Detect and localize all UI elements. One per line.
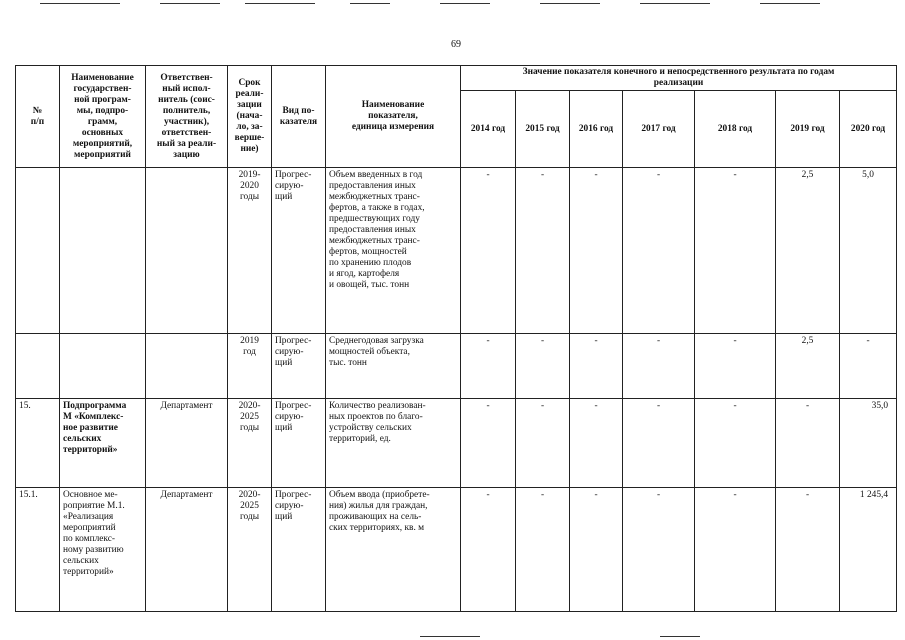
- cell-value: -: [516, 168, 570, 334]
- cell-program: Подпрограмма М «Комплекс- ное развитие сельских территорий»: [60, 399, 146, 488]
- page-number: 69: [451, 39, 461, 50]
- header-responsible: Ответствен- ный испол- нитель (соис- полнитель, участник), ответствен- ный за реали- зацию: [146, 66, 228, 168]
- cell-value: -: [623, 488, 695, 612]
- scan-artifact-top: [760, 3, 820, 4]
- cell-value: -: [516, 399, 570, 488]
- header-year: 2020 год: [840, 91, 897, 168]
- cell-value: -: [623, 168, 695, 334]
- scan-artifact-top: [245, 3, 315, 4]
- scan-artifact-bottom: [420, 636, 480, 637]
- cell-kind: Прогрес- сирую- щий: [272, 168, 326, 334]
- scan-artifact-bottom: [660, 636, 700, 637]
- cell-responsible: [146, 334, 228, 399]
- cell-no: 15.: [16, 399, 60, 488]
- cell-value: -: [776, 399, 840, 488]
- table-row: [16, 399, 897, 488]
- header-program: Наименование государствен- ной програм- мы, подпро- грамм, основных мероприятий, мероприятий: [60, 66, 146, 168]
- cell-indicator: Количество реализован- ных проектов по благо- устройству сельских территорий, ед.: [326, 399, 461, 488]
- table-row: [16, 488, 897, 612]
- cell-indicator: Среднегодовая загрузка мощностей объекта, тыс. тонн: [326, 334, 461, 399]
- header-year: 2014 год: [461, 91, 516, 168]
- header-year: 2018 год: [695, 91, 776, 168]
- cell-kind: Прогрес- сирую- щий: [272, 488, 326, 612]
- header-year: 2015 год: [516, 91, 570, 168]
- cell-no: [16, 334, 60, 399]
- header-year: 2017 год: [623, 91, 695, 168]
- cell-term: 2019- 2020 годы: [228, 168, 272, 334]
- cell-value: -: [776, 488, 840, 612]
- cell-term: 2020- 2025 годы: [228, 399, 272, 488]
- cell-value: -: [461, 334, 516, 399]
- cell-program: [60, 168, 146, 334]
- scan-artifact-top: [350, 3, 390, 4]
- cell-value: -: [461, 399, 516, 488]
- cell-value: 5,0: [840, 168, 897, 334]
- cell-value: 2,5: [776, 334, 840, 399]
- cell-program: Основное ме- роприятие М.1. «Реализация мероприятий по комплекс- ному развитию сельских территорий»: [60, 488, 146, 612]
- cell-indicator: Объем введенных в год предоставления иных межбюджетных транс- фертов, а также в годах, предшествующих году предоставления иных межбюджетных транс- фертов, мощностей по хранению плодов и ягод, картофеля и овощей, тыс. тонн: [326, 168, 461, 334]
- header-year: 2016 год: [570, 91, 623, 168]
- scan-artifact-top: [160, 3, 220, 4]
- cell-value: -: [570, 488, 623, 612]
- cell-value: -: [695, 488, 776, 612]
- header-no: № п/п: [16, 66, 60, 168]
- cell-value: -: [623, 334, 695, 399]
- cell-value: -: [840, 334, 897, 399]
- cell-responsible: Департамент: [146, 488, 228, 612]
- scan-artifact-top: [540, 3, 600, 4]
- cell-kind: Прогрес- сирую- щий: [272, 399, 326, 488]
- header-year: 2019 год: [776, 91, 840, 168]
- cell-value: -: [695, 334, 776, 399]
- cell-kind: Прогрес- сирую- щий: [272, 334, 326, 399]
- cell-responsible: [146, 168, 228, 334]
- cell-value: -: [623, 399, 695, 488]
- header-values-group: Значение показателя конечного и непосредственного результата по годам реализации: [461, 66, 897, 91]
- cell-term: 2019 год: [228, 334, 272, 399]
- table-row: [16, 334, 897, 399]
- header-indicator: Наименование показателя, единица измерения: [326, 66, 461, 168]
- table-row: [16, 168, 897, 334]
- scan-artifact-top: [440, 3, 490, 4]
- indicators-table: [15, 65, 897, 612]
- scan-artifact-top: [40, 3, 120, 4]
- cell-program: [60, 334, 146, 399]
- cell-no: 15.1.: [16, 488, 60, 612]
- cell-value: -: [570, 399, 623, 488]
- cell-value: 1 245,4: [840, 488, 897, 612]
- cell-value: -: [695, 399, 776, 488]
- cell-value: -: [516, 488, 570, 612]
- cell-value: -: [516, 334, 570, 399]
- header-term: Срок реали- зации (нача- ло, за- верше- ние): [228, 66, 272, 168]
- scan-artifact-top: [640, 3, 710, 4]
- cell-value: -: [461, 488, 516, 612]
- cell-indicator: Объем ввода (приобрете- ния) жилья для граждан, проживающих на сель- ских территориях, кв. м: [326, 488, 461, 612]
- cell-value: 2,5: [776, 168, 840, 334]
- cell-value: -: [570, 334, 623, 399]
- cell-no: [16, 168, 60, 334]
- cell-term: 2020- 2025 годы: [228, 488, 272, 612]
- cell-value: -: [695, 168, 776, 334]
- cell-value: -: [461, 168, 516, 334]
- cell-value: -: [570, 168, 623, 334]
- cell-responsible: Департамент: [146, 399, 228, 488]
- header-kind: Вид по- казателя: [272, 66, 326, 168]
- cell-value: 35,0: [840, 399, 897, 488]
